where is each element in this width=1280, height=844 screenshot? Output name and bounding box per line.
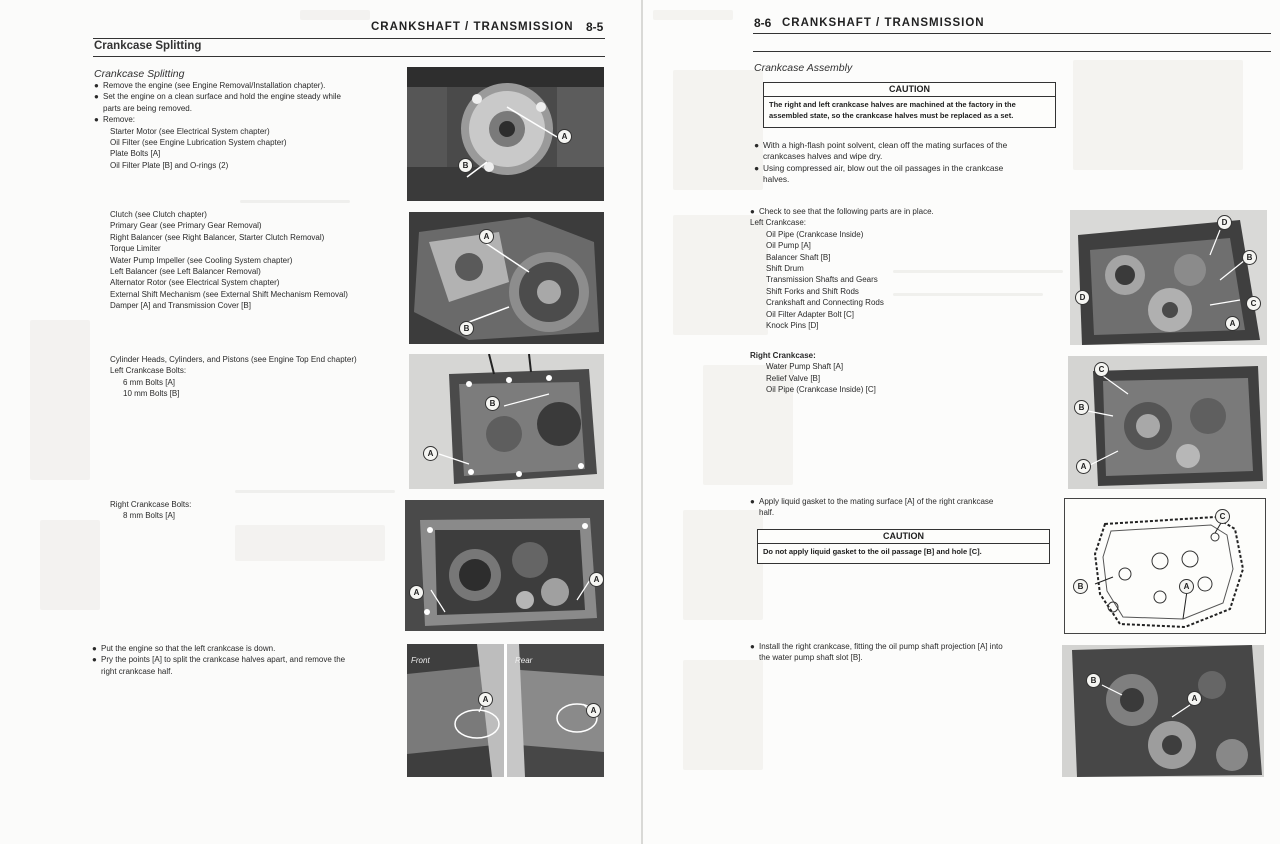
caution-title: CAUTION bbox=[758, 530, 1049, 544]
removal-item: Left Balancer (see Left Balancer Removal) bbox=[110, 267, 261, 277]
step-item: ● Set the engine on a clean surface and hold the engine steady while bbox=[94, 92, 341, 102]
step-item: ● Using compressed air, blow out the oil passages in the crankcase bbox=[754, 162, 1004, 173]
callout-b: B bbox=[1073, 579, 1088, 594]
part-item: Relief Valve [B] bbox=[766, 373, 821, 383]
bleed-through-shadow bbox=[235, 490, 395, 493]
removal-item: Right Balancer (see Right Balancer, Starter Clutch Removal) bbox=[110, 232, 325, 242]
removal-item: Plate Bolts [A] bbox=[110, 149, 161, 159]
step-item: ● Pry the points [A] to split the crankcase halves apart, and remove the bbox=[92, 655, 346, 665]
removal-item: 10 mm Bolts [B] bbox=[123, 389, 180, 399]
part-item: Water Pump Shaft [A] bbox=[766, 362, 844, 372]
photo-caption-rear: Rear bbox=[515, 656, 533, 665]
step-item: ● Put the engine so that the left crankcase is down. bbox=[92, 644, 276, 653]
parts-checklist bbox=[750, 206, 1060, 331]
bleed-through-shadow bbox=[40, 520, 100, 610]
removal-item: Water Pump Impeller (see Cooling System chapter) bbox=[110, 255, 293, 265]
part-item: Oil Pump [A] bbox=[766, 241, 811, 251]
section-title: Crankcase Splitting bbox=[94, 40, 202, 52]
callout-b: B bbox=[1074, 400, 1089, 415]
step-continuation: parts are being removed. bbox=[103, 103, 192, 113]
install-step bbox=[750, 641, 1060, 664]
callout-a: A bbox=[586, 703, 601, 718]
part-item: Crankshaft and Connecting Rods bbox=[766, 298, 884, 308]
callout-b: B bbox=[1086, 673, 1101, 688]
right-page bbox=[643, 0, 1280, 844]
callout-c: C bbox=[1094, 362, 1109, 377]
page-number: 8-5 bbox=[586, 20, 604, 34]
page-number: 8-6 bbox=[754, 16, 772, 30]
callout-a: A bbox=[479, 229, 494, 244]
removal-item: Primary Gear (see Primary Gear Removal) bbox=[110, 221, 262, 231]
bleed-through-shadow bbox=[30, 320, 90, 480]
bleed-through-shadow bbox=[300, 10, 370, 20]
caution-box bbox=[763, 82, 1056, 128]
part-item: Shift Drum bbox=[766, 264, 804, 274]
part-item: Oil Pipe (Crankcase Inside) bbox=[766, 229, 864, 239]
photo-caption-front: Front bbox=[411, 656, 430, 665]
callout-b: B bbox=[458, 158, 473, 173]
removal-item: Oil Filter Plate [B] and O-rings (2) bbox=[110, 160, 229, 170]
caution-title: CAUTION bbox=[764, 83, 1055, 97]
caution-text: The right and left crankcase halves are machined at the factory in the assembled state, so the crankcase halves must be replaced as a set. bbox=[769, 100, 1016, 120]
diagram-gasket-mating-surface bbox=[1064, 498, 1266, 634]
photo-left-crankcase-bolts bbox=[409, 354, 604, 489]
callout-a: A bbox=[423, 446, 438, 461]
removal-item: Alternator Rotor (see Electrical System chapter) bbox=[110, 278, 280, 288]
page-header-title: CRANKSHAFT / TRANSMISSION bbox=[371, 21, 574, 33]
right-crankcase-heading: Right Crankcase: bbox=[750, 351, 816, 360]
step-continuation: right crankcase half. bbox=[101, 666, 173, 676]
step-item: ● Remove: bbox=[94, 115, 136, 125]
callout-a: A bbox=[478, 692, 493, 707]
part-item: Shift Forks and Shift Rods bbox=[766, 286, 859, 296]
part-item: Oil Filter Adapter Bolt [C] bbox=[766, 309, 855, 319]
removal-steps bbox=[94, 80, 399, 171]
callout-a: A bbox=[1076, 459, 1091, 474]
step-item: ● Install the right crankcase, fitting the oil pump shaft projection [A] into bbox=[750, 642, 1003, 651]
removal-item: Cylinder Heads, Cylinders, and Pistons (see Engine Top End chapter) bbox=[110, 355, 357, 364]
removal-item: Oil Filter (see Engine Lubrication System chapter) bbox=[110, 138, 287, 148]
removal-item: External Shift Mechanism (see External Shift Mechanism Removal) bbox=[110, 289, 348, 299]
step-item: ● With a high-flash point solvent, clean off the mating surfaces of the bbox=[754, 140, 1008, 150]
step-item: ● Apply liquid gasket to the mating surface [A] of the right crankcase bbox=[750, 497, 994, 506]
photo-oil-filter-plate bbox=[407, 67, 604, 201]
left-crankcase-heading: Left Crankcase: bbox=[750, 218, 807, 228]
removal-list-4 bbox=[110, 499, 405, 522]
right-crankcase-list bbox=[750, 350, 1050, 396]
step-continuation: the water pump shaft slot [B]. bbox=[759, 653, 863, 663]
removal-list-2 bbox=[110, 209, 405, 312]
photo-right-crankcase-parts bbox=[1068, 356, 1267, 489]
removal-item: Torque Limiter bbox=[110, 244, 161, 254]
bleed-through-shadow bbox=[683, 660, 763, 770]
removal-item: Starter Motor (see Electrical System chapter) bbox=[110, 126, 270, 136]
photo-transmission-cover bbox=[409, 212, 604, 344]
removal-list-3 bbox=[110, 354, 405, 400]
callout-a: A bbox=[589, 572, 604, 587]
header-rule bbox=[753, 33, 1271, 34]
step-continuation: half. bbox=[759, 508, 775, 518]
part-item: Oil Pipe (Crankcase Inside) [C] bbox=[766, 385, 876, 395]
part-item: Knock Pins [D] bbox=[766, 321, 819, 331]
gasket-step bbox=[750, 496, 1055, 519]
callout-c: C bbox=[1246, 296, 1261, 311]
photo-right-crankcase-bolts bbox=[405, 500, 604, 631]
callout-a: A bbox=[1187, 691, 1202, 706]
callout-a: A bbox=[409, 585, 424, 600]
page-header-title: CRANKSHAFT / TRANSMISSION bbox=[782, 17, 985, 29]
removal-item: Right Crankcase Bolts: bbox=[110, 500, 192, 509]
bleed-through-shadow bbox=[240, 200, 350, 203]
callout-a: A bbox=[1179, 579, 1194, 594]
caution-box-gasket bbox=[757, 529, 1050, 564]
photo-pump-shaft-alignment bbox=[1062, 645, 1264, 777]
callout-d: D bbox=[1075, 290, 1090, 305]
section-rule bbox=[753, 51, 1271, 52]
step-continuation: crankcases halves and wipe dry. bbox=[763, 151, 883, 162]
callout-b: B bbox=[1242, 250, 1257, 265]
subsection-title: Crankcase Splitting bbox=[94, 68, 185, 80]
header-rule bbox=[93, 38, 605, 39]
removal-item: Damper [A] and Transmission Cover [B] bbox=[110, 301, 251, 311]
part-item: Transmission Shafts and Gears bbox=[766, 275, 878, 285]
bleed-through-shadow bbox=[1073, 60, 1243, 170]
removal-item: Clutch (see Clutch chapter) bbox=[110, 210, 207, 219]
bleed-through-shadow bbox=[235, 525, 385, 561]
cleaning-steps bbox=[754, 140, 1059, 186]
callout-b: B bbox=[485, 396, 500, 411]
step-continuation: halves. bbox=[763, 174, 790, 185]
bleed-through-shadow bbox=[653, 10, 733, 20]
callout-b: B bbox=[459, 321, 474, 336]
photo-left-crankcase-parts bbox=[1070, 210, 1267, 345]
caution-text: Do not apply liquid gasket to the oil passage [B] and hole [C]. bbox=[763, 547, 982, 556]
bleed-through-shadow bbox=[673, 70, 763, 190]
step-item: ● Check to see that the following parts are in place. bbox=[750, 207, 934, 216]
removal-item: Left Crankcase Bolts: bbox=[110, 366, 187, 376]
removal-item: 8 mm Bolts [A] bbox=[123, 511, 176, 521]
section-rule bbox=[93, 56, 605, 57]
callout-a: A bbox=[557, 129, 572, 144]
step-item: ● Remove the engine (see Engine Removal/Installation chapter). bbox=[94, 81, 326, 90]
callout-a: A bbox=[1225, 316, 1240, 331]
bleed-through-shadow bbox=[683, 510, 763, 620]
photo-pry-points bbox=[407, 644, 604, 777]
callout-d: D bbox=[1217, 215, 1232, 230]
removal-item: 6 mm Bolts [A] bbox=[123, 377, 176, 387]
part-item: Balancer Shaft [B] bbox=[766, 252, 831, 262]
split-steps bbox=[92, 643, 402, 677]
subsection-title: Crankcase Assembly bbox=[754, 62, 853, 74]
callout-c: C bbox=[1215, 509, 1230, 524]
